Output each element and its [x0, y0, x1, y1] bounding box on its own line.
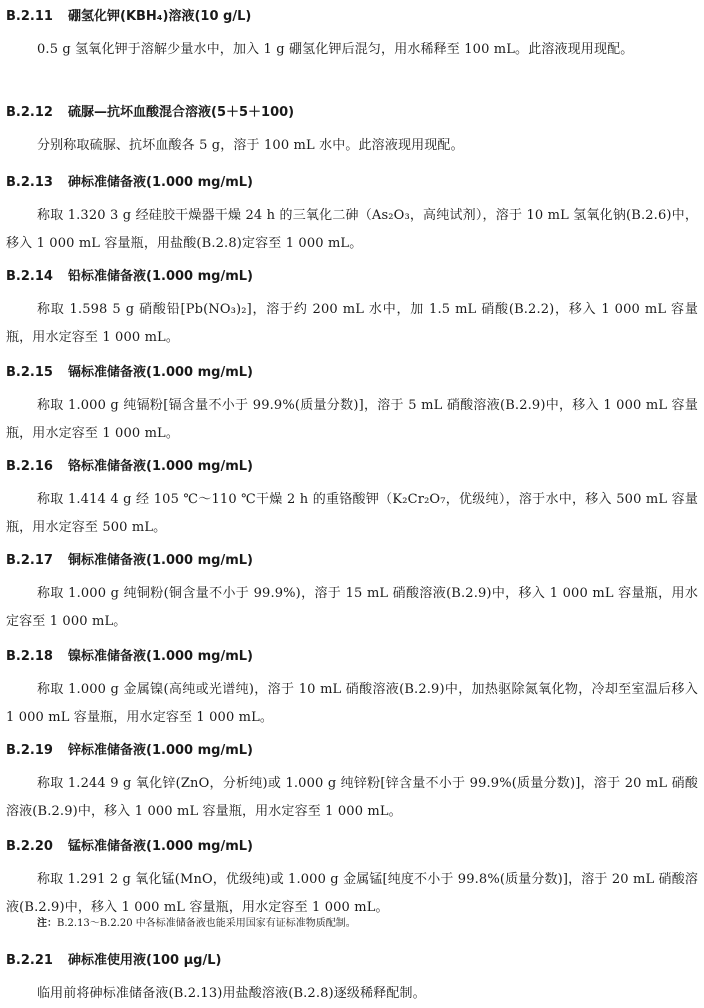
section-number: B.2.21: [6, 953, 53, 968]
section-heading-b-2-20: [6, 839, 253, 855]
section-concentration: (1.000 mg/mL): [146, 175, 253, 190]
section-paragraph-b-2-11: 0.5 g 氢氧化钾于溶解少量水中，加入 1 g 硼氢化钾后混匀，用水稀释至 100 mL。此溶液现用现配。: [37, 42, 634, 57]
section-title: 镍标准储备液: [68, 649, 147, 664]
section-paragraph-b-2-15: 称取 1.000 g 纯镉粉[镉含量不小于 99.9%(质量分数)]，溶于 5 mL 硝酸溶液(B.2.9)中，移入 1 000 mL 容量瓶，用水定容至 1 000 mL。: [6, 398, 698, 441]
section-concentration: (1.000 mg/mL): [146, 649, 253, 664]
section-title: 锌标准储备液: [68, 743, 147, 758]
footnote-label: 注：: [37, 918, 57, 929]
section-paragraph-b-2-16: 称取 1.414 4 g 经 105 ℃～110 ℃干燥 2 h 的重铬酸钾（K₂Cr₂O₇，优级纯），溶于水中，移入 500 mL 容量瓶，用水定容至 500 mL。: [6, 492, 698, 535]
section-concentration: (1.000 mg/mL): [146, 459, 253, 474]
footnote-text: B.2.13～B.2.20 中各标准储备液也能采用国家有证标准物质配制。: [57, 918, 356, 929]
section-heading-b-2-11: [6, 9, 251, 25]
section-title: 砷标准储备液: [68, 175, 147, 190]
section-title: 铬标准储备液: [68, 459, 147, 474]
section-title: 硫脲—抗坏血酸混合溶液: [68, 105, 212, 120]
section-title: 铅标准储备液: [68, 269, 147, 284]
section-concentration: (1.000 mg/mL): [146, 839, 253, 854]
section-heading-b-2-17: [6, 553, 253, 569]
section-heading-b-2-16: [6, 459, 253, 475]
section-title: 锰标准储备液: [68, 839, 147, 854]
section-heading-b-2-15: [6, 365, 253, 381]
section-heading-b-2-21: [6, 953, 221, 969]
section-number: B.2.20: [6, 839, 53, 854]
section-heading-b-2-18: [6, 649, 253, 665]
section-number: B.2.14: [6, 269, 53, 284]
section-concentration: (100 μg/L): [146, 953, 222, 968]
section-concentration: (1.000 mg/mL): [146, 269, 253, 284]
section-title: 镉标准储备液: [68, 365, 147, 380]
section-number: B.2.17: [6, 553, 53, 568]
section-number: B.2.16: [6, 459, 53, 474]
section-concentration: (10 g/L): [194, 9, 252, 24]
section-title: 铜标准储备液: [68, 553, 147, 568]
section-concentration: (1.000 mg/mL): [146, 365, 253, 380]
section-title: 硼氢化钾(KBH₄)溶液: [68, 9, 195, 24]
section-concentration: (5＋5＋100): [211, 105, 295, 120]
section-paragraph-b-2-17: 称取 1.000 g 纯铜粉(铜含量不小于 99.9%)，溶于 15 mL 硝酸溶液(B.2.9)中，移入 1 000 mL 容量瓶，用水定容至 1 000 mL。: [6, 586, 698, 629]
section-paragraph-b-2-13: 称取 1.320 3 g 经硅胶干燥器干燥 24 h 的三氧化二砷（As₂O₃，高纯试剂），溶于 10 mL 氢氧化钠(B.2.6)中，移入 1 000 mL 容量瓶，用盐酸(B.2.8)定容至 1 000 mL。: [6, 208, 698, 251]
section-paragraph-b-2-21: 临用前将砷标准储备液(B.2.13)用盐酸溶液(B.2.8)逐级稀释配制。: [37, 986, 426, 1001]
section-heading-b-2-12: [6, 105, 294, 121]
section-heading-b-2-14: [6, 269, 253, 285]
section-paragraph-b-2-14: 称取 1.598 5 g 硝酸铅[Pb(NO₃)₂]，溶于约 200 mL 水中，加 1.5 mL 硝酸(B.2.2)，移入 1 000 mL 容量瓶，用水定容至 1 000 mL。: [6, 302, 698, 345]
footnote: [37, 917, 356, 931]
section-heading-b-2-13: [6, 175, 253, 191]
section-concentration: (1.000 mg/mL): [146, 743, 253, 758]
section-title: 砷标准使用液: [68, 953, 147, 968]
section-heading-b-2-19: [6, 743, 253, 759]
section-number: B.2.12: [6, 105, 53, 120]
section-number: B.2.18: [6, 649, 53, 664]
section-paragraph-b-2-19: 称取 1.244 9 g 氧化锌(ZnO，分析纯)或 1.000 g 纯锌粉[锌含量不小于 99.9%(质量分数)]，溶于 20 mL 硝酸溶液(B.2.9)中，移入 1 000 mL 容量瓶，用水定容至 1 000 mL。: [6, 776, 698, 819]
section-concentration: (1.000 mg/mL): [146, 553, 253, 568]
section-number: B.2.19: [6, 743, 53, 758]
section-number: B.2.13: [6, 175, 53, 190]
section-paragraph-b-2-12: 分别称取硫脲、抗坏血酸各 5 g，溶于 100 mL 水中。此溶液现用现配。: [37, 138, 464, 153]
section-paragraph-b-2-20: 称取 1.291 2 g 氧化锰(MnO，优级纯)或 1.000 g 金属锰[纯度不小于 99.8%(质量分数)]，溶于 20 mL 硝酸溶液(B.2.9)中，移入 1 000 mL 容量瓶，用水定容至 1 000 mL。: [6, 872, 698, 915]
section-number: B.2.11: [6, 9, 53, 24]
section-number: B.2.15: [6, 365, 53, 380]
section-paragraph-b-2-18: 称取 1.000 g 金属镍(高纯或光谱纯)，溶于 10 mL 硝酸溶液(B.2.9)中，加热驱除氮氧化物，冷却至室温后移入 1 000 mL 容量瓶，用水定容至 1 000 mL。: [6, 682, 698, 725]
